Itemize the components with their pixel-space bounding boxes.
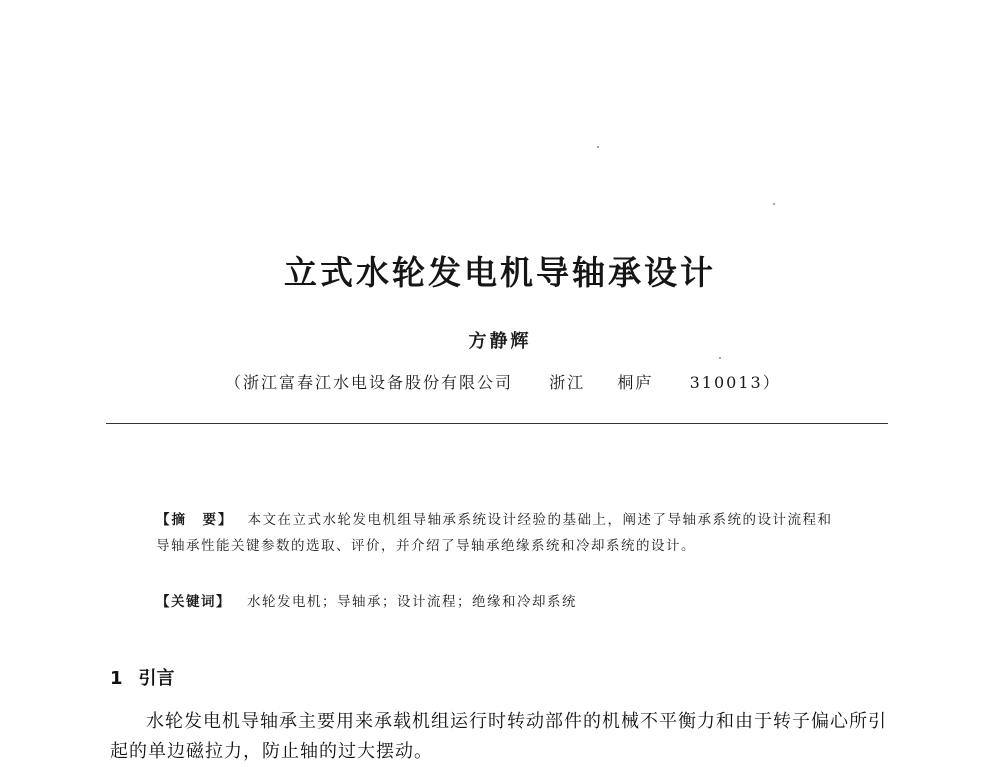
affiliation-city: 桐庐 xyxy=(617,373,654,392)
scan-speck xyxy=(719,357,721,359)
author-name: 方静辉 xyxy=(468,331,532,352)
scan-speck xyxy=(597,146,599,148)
author-affiliation xyxy=(225,370,785,393)
section-title: 引言 xyxy=(138,668,175,689)
keywords-block xyxy=(156,590,846,610)
scan-speck xyxy=(773,203,775,205)
abstract-block xyxy=(156,507,846,559)
keywords-label: 【关键词】 xyxy=(156,594,231,610)
section-heading xyxy=(110,664,175,690)
body-paragraph: 水轮发电机导轴承主要用来承载机组运行时转动部件的机械不平衡力和由于转子偏心所引起的单边磁拉力，防止轴的过大摆动。 xyxy=(110,711,887,762)
abstract-label: 【摘 要】 xyxy=(156,512,234,528)
affiliation-postcode: 310013） xyxy=(689,373,781,392)
affiliation-org: （浙江富春江水电设备股份有限公司 xyxy=(225,373,514,392)
paper-title: 立式水轮发电机导轴承设计 xyxy=(284,253,716,292)
abstract-text: 本文在立式水轮发电机组导轴承系统设计经验的基础上，阐述了导轴承系统的设计流程和导轴承性能关键参数的选取、评价，并介绍了导轴承绝缘系统和冷却系统的设计。 xyxy=(156,512,833,554)
header-divider xyxy=(106,423,888,424)
section-number: 1 xyxy=(110,668,123,689)
affiliation-province: 浙江 xyxy=(549,373,586,392)
keywords-text: 水轮发电机；导轴承；设计流程；绝缘和冷却系统 xyxy=(247,594,577,610)
